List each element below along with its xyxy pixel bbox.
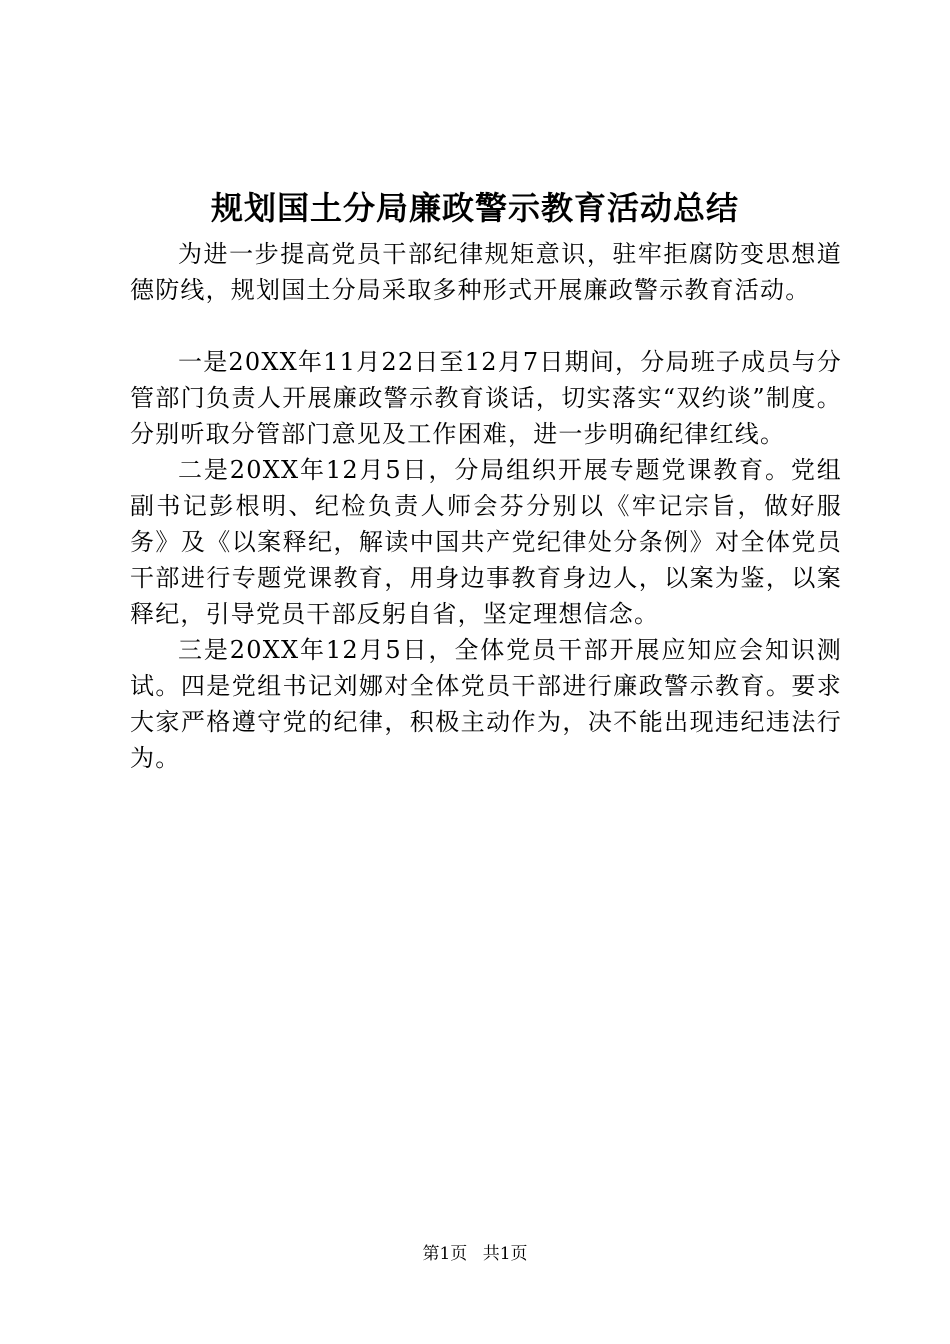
page-footer bbox=[0, 1242, 950, 1266]
paragraph-item-1: 一是20XX年11月22日至12月7日期间，分局班子成员与分管部门负责人开展廉政警示教育谈话，切实落实“双约谈”制度。分别听取分管部门意见及工作困难，进一步明确纪律红线。 bbox=[130, 348, 842, 448]
page-total: 共1页 bbox=[482, 1244, 528, 1264]
document-body bbox=[130, 236, 842, 776]
paragraph-intro: 为进一步提高党员干部纪律规矩意识，驻牢拒腐防变思想道德防线，规划国土分局采取多种形式开展廉政警示教育活动。 bbox=[130, 240, 842, 304]
paragraph-item-3: 三是20XX年12月5日，全体党员干部开展应知应会知识测试。四是党组书记刘娜对全体党员干部进行廉政警示教育。要求大家严格遵守党的纪律，积极主动作为，决不能出现违纪违法行为。 bbox=[130, 636, 842, 772]
page-number: 第1页 bbox=[422, 1244, 468, 1264]
paragraph-item-2: 二是20XX年12月5日，分局组织开展专题党课教育。党组副书记彭根明、纪检负责人师会芬分别以《牢记宗旨，做好服务》及《以案释纪，解读中国共产党纪律处分条例》对全体党员干部进行专题党课教育，用身边事教育身边人，以案为鉴，以案释纪，引导党员干部反躬自省，坚定理想信念。 bbox=[130, 456, 842, 628]
document-title: 规划国土分局廉政警示教育活动总结 bbox=[210, 189, 739, 227]
